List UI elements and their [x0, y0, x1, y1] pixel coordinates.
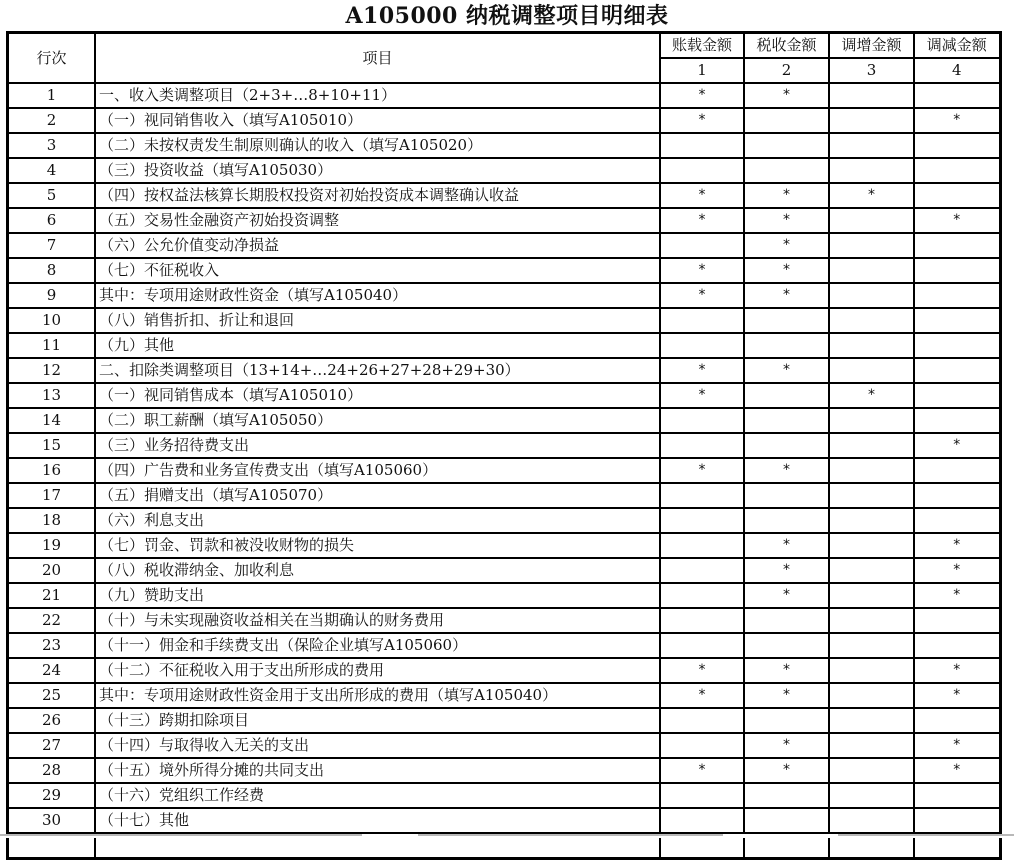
table-row [8, 508, 1001, 533]
book-amount-cell[interactable] [660, 133, 744, 158]
book-amount-cell[interactable] [660, 783, 744, 808]
table-row [8, 633, 1001, 658]
decrease-amount-cell[interactable] [914, 458, 1000, 483]
row-number-cell[interactable]: 10 [8, 308, 96, 333]
decrease-amount-cell[interactable] [914, 333, 1000, 358]
decrease-amount-cell[interactable]: * [914, 733, 1000, 758]
tax-amount-cell[interactable] [744, 808, 829, 833]
increase-amount-cell[interactable]: * [829, 383, 914, 408]
decrease-amount-cell[interactable] [914, 133, 1000, 158]
increase-amount-cell[interactable] [829, 408, 914, 433]
header-tax-amount: 税收金额 [744, 33, 829, 59]
item-description-cell[interactable]: （五）捐赠支出（填写A105070） [95, 483, 660, 508]
tax-adjustment-table [6, 31, 1002, 860]
row-number-cell[interactable]: 18 [8, 508, 96, 533]
item-description-cell[interactable]: （二）未按权责发生制原则确认的收入（填写A105020） [95, 133, 660, 158]
increase-amount-cell[interactable] [829, 483, 914, 508]
book-amount-cell[interactable]: * [660, 258, 744, 283]
item-description-cell[interactable]: （六）利息支出 [95, 508, 660, 533]
header-col-number-3: 3 [829, 58, 914, 83]
decrease-amount-cell[interactable]: * [914, 208, 1000, 233]
decrease-amount-cell[interactable] [914, 258, 1000, 283]
tax-amount-cell[interactable]: * [744, 358, 829, 383]
table-row [8, 408, 1001, 433]
item-description-cell[interactable]: 二、扣除类调整项目（13+14+…24+26+27+28+29+30） [95, 358, 660, 383]
item-description-cell[interactable]: 一、收入类调整项目（2+3+…8+10+11） [95, 83, 660, 108]
item-description-cell[interactable]: （十）与未实现融资收益相关在当期确认的财务费用 [95, 608, 660, 633]
tax-amount-cell[interactable]: * [744, 558, 829, 583]
row-number-cell[interactable]: 8 [8, 258, 96, 283]
decrease-amount-cell[interactable]: * [914, 433, 1000, 458]
increase-amount-cell[interactable] [829, 633, 914, 658]
book-amount-cell[interactable] [660, 308, 744, 333]
book-amount-cell[interactable] [660, 608, 744, 633]
header-book-amount: 账载金额 [660, 33, 744, 59]
table-row [8, 583, 1001, 608]
item-description-cell[interactable]: （七）不征税收入 [95, 258, 660, 283]
book-amount-cell[interactable]: * [660, 458, 744, 483]
tax-amount-cell[interactable] [744, 708, 829, 733]
table-body [8, 83, 1001, 859]
item-description-cell[interactable]: （六）公允价值变动净损益 [95, 233, 660, 258]
decrease-amount-cell[interactable] [914, 708, 1000, 733]
increase-amount-cell[interactable] [829, 358, 914, 383]
table-row [8, 383, 1001, 408]
item-description-cell[interactable]: （十四）与取得收入无关的支出 [95, 733, 660, 758]
tax-amount-cell[interactable]: * [744, 533, 829, 558]
table-row [8, 258, 1001, 283]
book-amount-cell[interactable] [660, 558, 744, 583]
table-row [8, 83, 1001, 108]
tax-amount-cell[interactable]: * [744, 583, 829, 608]
item-description-cell[interactable]: （十六）党组织工作经费 [95, 783, 660, 808]
book-amount-cell[interactable] [660, 483, 744, 508]
book-amount-cell[interactable]: * [660, 358, 744, 383]
decrease-amount-cell[interactable] [914, 283, 1000, 308]
tax-amount-cell[interactable] [744, 608, 829, 633]
increase-amount-cell[interactable] [829, 283, 914, 308]
table-row [8, 733, 1001, 758]
tax-amount-cell[interactable]: * [744, 758, 829, 783]
book-amount-cell[interactable] [660, 583, 744, 608]
table-row [8, 708, 1001, 733]
decrease-amount-cell[interactable] [914, 308, 1000, 333]
item-description-cell[interactable]: （十二）不征税收入用于支出所形成的费用 [95, 658, 660, 683]
header-item: 项目 [95, 33, 660, 84]
increase-amount-cell[interactable] [829, 233, 914, 258]
tax-amount-cell[interactable] [744, 783, 829, 808]
tax-amount-cell[interactable]: * [744, 83, 829, 108]
increase-amount-cell[interactable] [829, 733, 914, 758]
item-description-cell[interactable]: （八）销售折扣、折让和退回 [95, 308, 660, 333]
item-description-cell[interactable]: 其中：专项用途财政性资金（填写A105040） [95, 283, 660, 308]
book-amount-cell[interactable] [660, 333, 744, 358]
tax-amount-cell[interactable] [744, 483, 829, 508]
item-description-cell[interactable]: （一）视同销售收入（填写A105010） [95, 108, 660, 133]
decrease-amount-cell[interactable]: * [914, 658, 1000, 683]
book-amount-cell[interactable] [660, 733, 744, 758]
table-row [8, 758, 1001, 783]
row-number-cell[interactable]: 19 [8, 533, 96, 558]
book-amount-cell[interactable] [660, 508, 744, 533]
tax-amount-cell[interactable] [744, 158, 829, 183]
item-description-cell[interactable]: （八）税收滞纳金、加收利息 [95, 558, 660, 583]
decrease-amount-cell[interactable] [914, 383, 1000, 408]
tax-amount-cell[interactable]: * [744, 733, 829, 758]
increase-amount-cell[interactable] [829, 658, 914, 683]
book-amount-cell[interactable] [660, 708, 744, 733]
tax-amount-cell[interactable] [744, 633, 829, 658]
tax-amount-cell[interactable] [744, 508, 829, 533]
table-row [8, 783, 1001, 808]
table-row [8, 608, 1001, 633]
row-number-cell[interactable]: 17 [8, 483, 96, 508]
tax-amount-cell[interactable]: * [744, 683, 829, 708]
increase-amount-cell[interactable] [829, 608, 914, 633]
increase-amount-cell[interactable] [829, 108, 914, 133]
item-description-cell[interactable]: （十七）其他 [95, 808, 660, 833]
table-row [8, 358, 1001, 383]
row-number-cell[interactable]: 26 [8, 708, 96, 733]
book-amount-cell[interactable]: * [660, 108, 744, 133]
increase-amount-cell[interactable] [829, 683, 914, 708]
book-amount-cell[interactable] [660, 158, 744, 183]
book-amount-cell[interactable]: * [660, 383, 744, 408]
table-row [8, 558, 1001, 583]
row-number-cell[interactable]: 12 [8, 358, 96, 383]
page-break-line [0, 834, 1014, 838]
table-row [8, 683, 1001, 708]
item-description-cell[interactable]: （九）其他 [95, 333, 660, 358]
row-number-cell[interactable]: 14 [8, 408, 96, 433]
book-amount-cell[interactable] [660, 408, 744, 433]
decrease-amount-cell[interactable] [914, 358, 1000, 383]
row-number-cell[interactable]: 11 [8, 333, 96, 358]
increase-amount-cell[interactable] [829, 533, 914, 558]
increase-amount-cell[interactable] [829, 458, 914, 483]
decrease-amount-cell[interactable]: * [914, 108, 1000, 133]
row-number-cell[interactable]: 16 [8, 458, 96, 483]
table-row [8, 308, 1001, 333]
table-row [8, 533, 1001, 558]
book-amount-cell[interactable]: * [660, 758, 744, 783]
decrease-amount-cell[interactable] [914, 633, 1000, 658]
decrease-amount-cell[interactable] [914, 408, 1000, 433]
decrease-amount-cell[interactable]: * [914, 683, 1000, 708]
header-col-number-2: 2 [744, 58, 829, 83]
table-row [8, 483, 1001, 508]
item-description-cell[interactable]: （十三）跨期扣除项目 [95, 708, 660, 733]
item-description-cell[interactable]: 其中：专项用途财政性资金用于支出所形成的费用（填写A105040） [95, 683, 660, 708]
document-title: A105000 纳税调整项目明细表 [345, 3, 669, 29]
increase-amount-cell[interactable] [829, 558, 914, 583]
header-col-number-1: 1 [660, 58, 744, 83]
table-row [8, 108, 1001, 133]
row-number-cell[interactable]: 9 [8, 283, 96, 308]
row-number-cell[interactable]: 21 [8, 583, 96, 608]
book-amount-cell[interactable] [660, 633, 744, 658]
increase-amount-cell[interactable] [829, 583, 914, 608]
row-number-cell[interactable]: 30 [8, 808, 96, 833]
item-description-cell[interactable]: （三）业务招待费支出 [95, 433, 660, 458]
tax-amount-cell[interactable]: * [744, 258, 829, 283]
decrease-amount-cell[interactable] [914, 483, 1000, 508]
tax-amount-cell[interactable]: * [744, 658, 829, 683]
increase-amount-cell[interactable] [829, 508, 914, 533]
table-row [8, 458, 1001, 483]
item-description-cell[interactable]: （十五）境外所得分摊的共同支出 [95, 758, 660, 783]
item-description-cell[interactable]: （五）交易性金融资产初始投资调整 [95, 208, 660, 233]
tax-amount-cell[interactable]: * [744, 458, 829, 483]
header-row-no: 行次 [8, 33, 96, 84]
book-amount-cell[interactable]: * [660, 658, 744, 683]
tax-amount-cell[interactable]: * [744, 283, 829, 308]
table-row [8, 183, 1001, 208]
book-amount-cell[interactable] [660, 433, 744, 458]
row-number-cell[interactable]: 22 [8, 608, 96, 633]
table-row [8, 208, 1001, 233]
tax-amount-cell[interactable]: * [744, 208, 829, 233]
item-description-cell[interactable]: （十一）佣金和手续费支出（保险企业填写A105060） [95, 633, 660, 658]
table-row [8, 333, 1001, 358]
table-row [8, 133, 1001, 158]
item-description-cell[interactable]: （四）广告费和业务宣传费支出（填写A105060） [95, 458, 660, 483]
tax-amount-cell[interactable] [744, 433, 829, 458]
increase-amount-cell[interactable] [829, 83, 914, 108]
row-number-cell[interactable]: 23 [8, 633, 96, 658]
book-amount-cell[interactable] [660, 808, 744, 833]
decrease-amount-cell[interactable] [914, 608, 1000, 633]
row-number-cell[interactable]: 28 [8, 758, 96, 783]
increase-amount-cell[interactable] [829, 258, 914, 283]
increase-amount-cell[interactable] [829, 308, 914, 333]
item-description-cell[interactable]: （三）投资收益（填写A105030） [95, 158, 660, 183]
row-number-cell[interactable]: 7 [8, 233, 96, 258]
decrease-amount-cell[interactable] [914, 233, 1000, 258]
row-number-cell[interactable]: 3 [8, 133, 96, 158]
table-row [8, 283, 1001, 308]
book-amount-cell[interactable]: * [660, 183, 744, 208]
decrease-amount-cell[interactable] [914, 83, 1000, 108]
increase-amount-cell[interactable]: * [829, 183, 914, 208]
decrease-amount-cell[interactable] [914, 508, 1000, 533]
table-row [8, 158, 1001, 183]
row-number-cell[interactable]: 20 [8, 558, 96, 583]
row-number-cell[interactable]: 27 [8, 733, 96, 758]
row-number-cell[interactable]: 13 [8, 383, 96, 408]
table-row [8, 808, 1001, 833]
item-description-cell[interactable]: （四）按权益法核算长期股权投资对初始投资成本调整确认收益 [95, 183, 660, 208]
tax-amount-cell[interactable]: * [744, 183, 829, 208]
decrease-amount-cell[interactable] [914, 158, 1000, 183]
tax-amount-cell[interactable] [744, 408, 829, 433]
item-description-cell[interactable]: （九）赞助支出 [95, 583, 660, 608]
book-amount-cell[interactable]: * [660, 208, 744, 233]
item-description-cell[interactable]: （二）职工薪酬（填写A105050） [95, 408, 660, 433]
tax-amount-cell[interactable]: * [744, 233, 829, 258]
increase-amount-cell[interactable] [829, 133, 914, 158]
item-description-cell[interactable]: （七）罚金、罚款和被没收财物的损失 [95, 533, 660, 558]
tax-amount-cell[interactable] [744, 108, 829, 133]
decrease-amount-cell[interactable] [914, 783, 1000, 808]
row-number-cell[interactable]: 29 [8, 783, 96, 808]
decrease-amount-cell[interactable]: * [914, 558, 1000, 583]
row-number-cell[interactable]: 4 [8, 158, 96, 183]
increase-amount-cell[interactable] [829, 333, 914, 358]
decrease-amount-cell[interactable] [914, 183, 1000, 208]
book-amount-cell[interactable]: * [660, 683, 744, 708]
decrease-amount-cell[interactable]: * [914, 583, 1000, 608]
book-amount-cell[interactable]: * [660, 283, 744, 308]
book-amount-cell[interactable] [660, 533, 744, 558]
tax-amount-cell[interactable] [744, 308, 829, 333]
item-description-cell[interactable]: （一）视同销售成本（填写A105010） [95, 383, 660, 408]
row-number-cell[interactable]: 5 [8, 183, 96, 208]
header-col-number-4: 4 [914, 58, 1000, 83]
row-number-cell[interactable]: 24 [8, 658, 96, 683]
tax-amount-cell[interactable] [744, 383, 829, 408]
header-decrease-amount: 调减金额 [914, 33, 1000, 59]
tax-amount-cell[interactable] [744, 133, 829, 158]
book-amount-cell[interactable]: * [660, 83, 744, 108]
header-increase-amount: 调增金额 [829, 33, 914, 59]
decrease-amount-cell[interactable]: * [914, 758, 1000, 783]
table-row [8, 433, 1001, 458]
book-amount-cell[interactable] [660, 233, 744, 258]
row-number-cell[interactable]: 25 [8, 683, 96, 708]
table-row [8, 233, 1001, 258]
decrease-amount-cell[interactable]: * [914, 533, 1000, 558]
increase-amount-cell[interactable] [829, 158, 914, 183]
increase-amount-cell[interactable] [829, 433, 914, 458]
increase-amount-cell[interactable] [829, 708, 914, 733]
decrease-amount-cell[interactable] [914, 808, 1000, 833]
row-number-cell[interactable]: 2 [8, 108, 96, 133]
table-row [8, 658, 1001, 683]
tax-amount-cell[interactable] [744, 333, 829, 358]
increase-amount-cell[interactable] [829, 808, 914, 833]
row-number-cell[interactable]: 1 [8, 83, 96, 108]
increase-amount-cell[interactable] [829, 758, 914, 783]
row-number-cell[interactable]: 6 [8, 208, 96, 233]
increase-amount-cell[interactable] [829, 208, 914, 233]
increase-amount-cell[interactable] [829, 783, 914, 808]
row-number-cell[interactable]: 15 [8, 433, 96, 458]
